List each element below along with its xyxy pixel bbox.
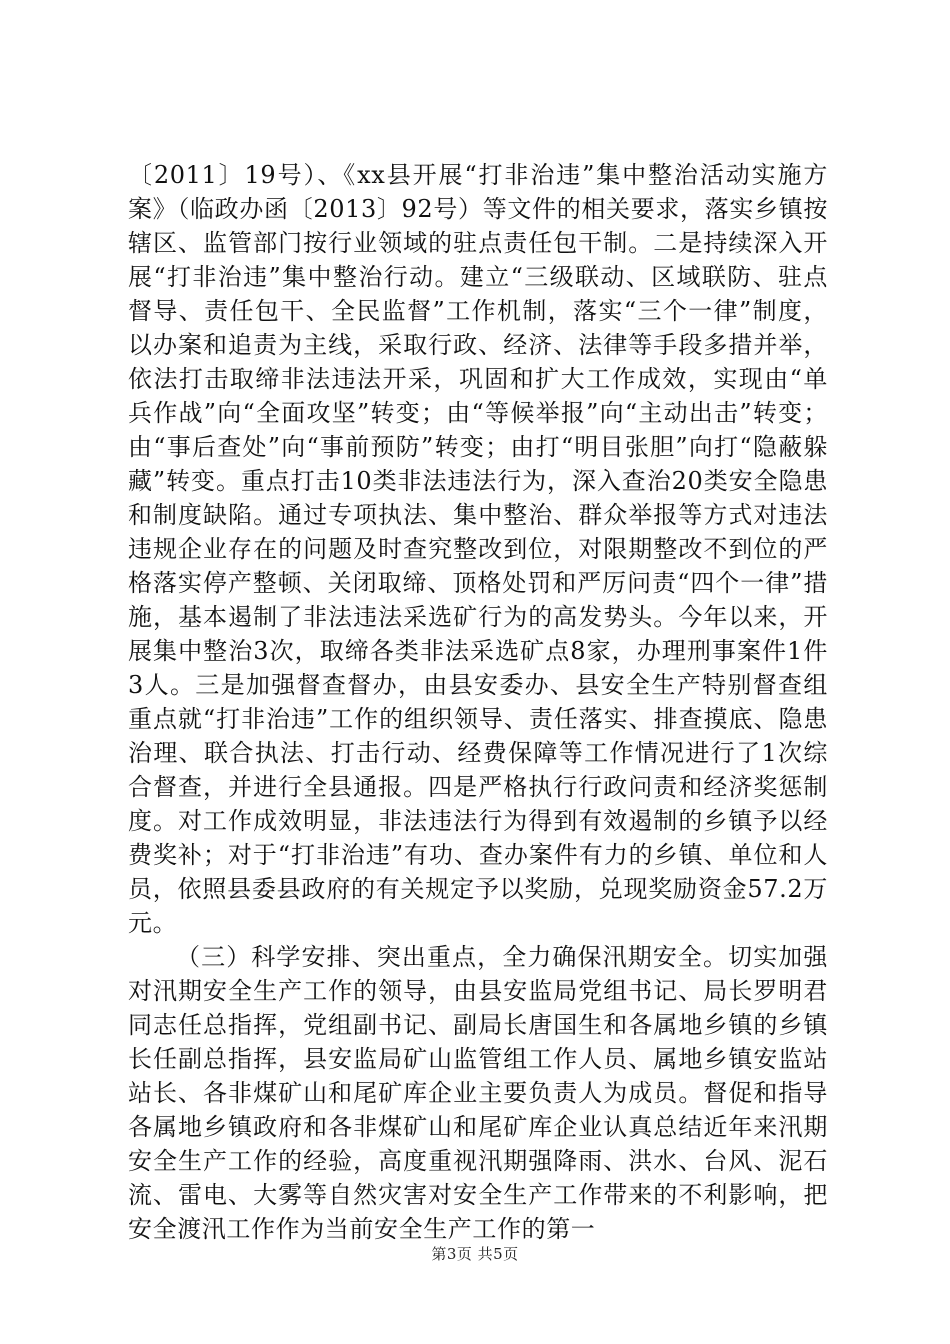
page-number-footer: 第3页 共5页 [431, 1245, 519, 1263]
paragraph-1: 〔2011〕19号）、《xx县开展“打非治违”集中整治活动实施方案》（临政办函〔2013〕92号）等文件的相关要求，落实乡镇按辖区、监管部门按行业领域的驻点责任包干制。二是持续深入开展“打非治违”集中整治行动。建立“三级联动、区域联防、驻点督导、责任包干、全民监督”工作机制，落实“三个一律”制度，以办案和追责为主线，采取行政、经济、法律等手段多措并举，依法打击取缔非法违法开采，巩固和扩大工作成效，实现由“单兵作战”向“全面攻坚”转变；由“等候举报”向“主动出击”转变；由“事后查处”向“事前预防”转变；由打“明目张胆”向打“隐蔽躲藏”转变。重点打击10类非法违法行为，深入查治20类安全隐患和制度缺陷。通过专项执法、集中整治、群众举报等方式对违法违规企业存在的问题及时查究整改到位，对限期整改不到位的严格落实停产整顿、关闭取缔、顶格处罚和严厉问责“四个一律”措施，基本遏制了非法违法采选矿行为的高发势头。今年以来，开展集中整治3次，取缔各类非法采选矿点8家，办理刑事案件1件3人。三是加强督查督办，由县安委办、县安全生产特别督查组重点就“打非治违”工作的组织领导、责任落实、排查摸底、隐患治理、联合执法、打击行动、经费保障等工作情况进行了1次综合督查，并进行全县通报。四是严格执行行政问责和经济奖惩制度。对工作成效明显，非法违法行为得到有效遏制的乡镇予以经费奖补；对于“打非治违”有功、查办案件有力的乡镇、单位和人员，依照县委县政府的有关规定予以奖励，兑现奖励资金57.2万元。 [128, 161, 828, 937]
document-body [128, 158, 828, 1246]
paragraph-2: （三）科学安排、突出重点，全力确保汛期安全。切实加强对汛期安全生产工作的领导，由县安监局党组书记、局长罗明君同志任总指挥，党组副书记、副局长唐国生和各属地乡镇的乡镇长任副总指挥，县安监局矿山监管组工作人员、属地乡镇安监站站长、各非煤矿山和尾矿库企业主要负责人为成员。督促和指导各属地乡镇政府和各非煤矿山和尾矿库企业认真总结近年来汛期安全生产工作的经验，高度重视汛期强降雨、洪水、台风、泥石流、雷电、大雾等自然灾害对安全生产工作带来的不利影响，把安全渡汛工作作为当前安全生产工作的第一 [128, 943, 828, 1243]
